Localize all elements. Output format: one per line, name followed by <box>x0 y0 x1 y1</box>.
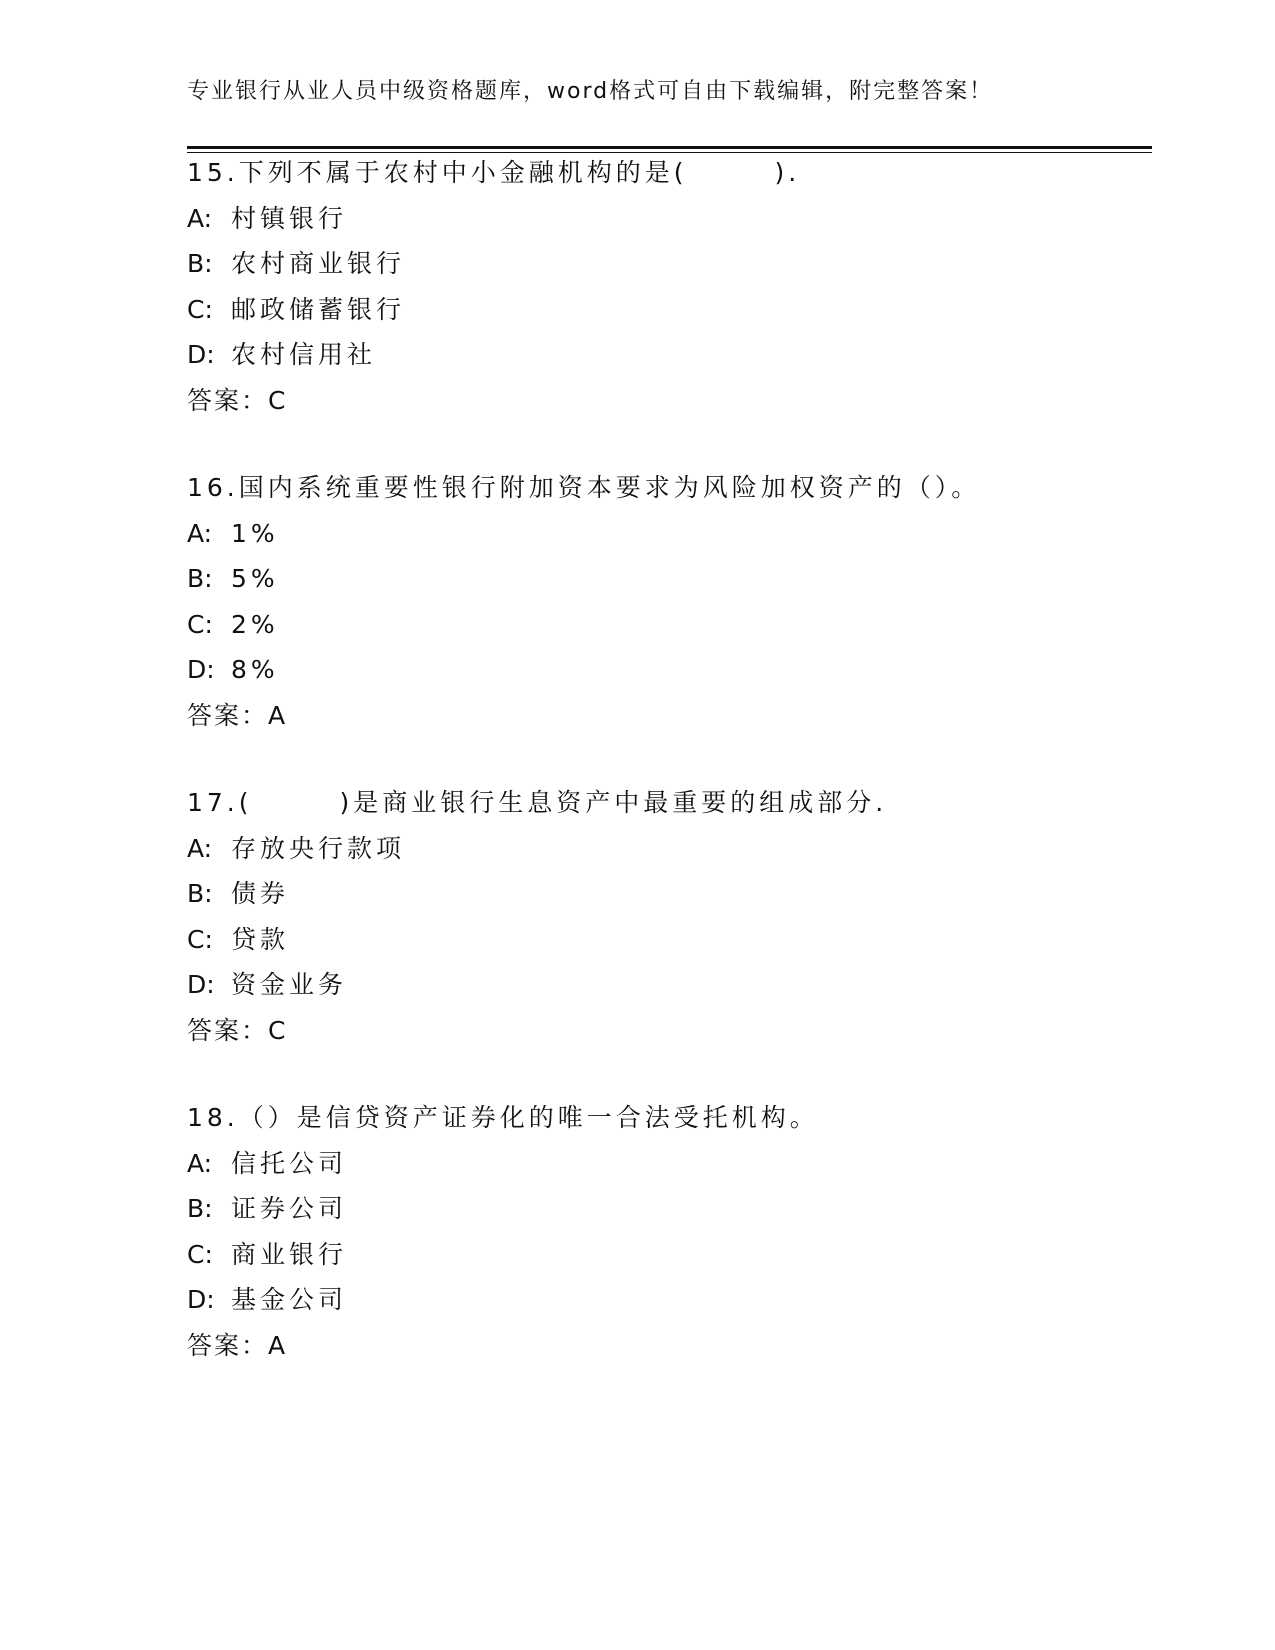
answer: 答案：A <box>187 1330 288 1360</box>
option-b <box>187 241 1147 287</box>
page-header: 专业银行从业人员中级资格题库，word格式可自由下载编辑，附完整答案！ <box>187 79 994 104</box>
option-text: 2% <box>231 609 279 639</box>
question-17 <box>187 780 1147 1053</box>
option-text: 村镇银行 <box>231 203 348 233</box>
question-18 <box>187 1095 1147 1368</box>
option-key: B: <box>187 879 213 908</box>
option-text: 邮政储蓄银行 <box>231 294 406 324</box>
option-key: C: <box>187 294 213 324</box>
option-a <box>187 511 1147 557</box>
option-key: D: <box>187 340 215 369</box>
option-text: 债券 <box>231 879 290 908</box>
option-key: B: <box>187 564 213 593</box>
option-d <box>187 1277 1147 1323</box>
answer: 答案：C <box>187 1015 288 1045</box>
option-text: 8% <box>231 655 279 684</box>
option-d <box>187 332 1147 378</box>
option-text: 农村商业银行 <box>231 249 406 278</box>
option-b <box>187 556 1147 602</box>
option-d <box>187 647 1147 693</box>
option-key: C: <box>187 924 213 954</box>
option-text: 证券公司 <box>231 1194 348 1223</box>
option-text: 5% <box>231 564 279 593</box>
option-text: 农村信用社 <box>231 340 377 369</box>
question-stem: 18.（）是信贷资产证券化的唯一合法受托机构。 <box>187 1103 819 1132</box>
option-text: 资金业务 <box>231 970 348 999</box>
option-key: B: <box>187 1194 213 1223</box>
option-key: A: <box>187 203 213 233</box>
option-key: D: <box>187 1285 215 1314</box>
option-key: A: <box>187 518 213 548</box>
option-a <box>187 1141 1147 1187</box>
option-b <box>187 871 1147 917</box>
question-stem: 15.下列不属于农村中小金融机构的是( ). <box>187 158 801 187</box>
question-stem: 17.( )是商业银行生息资产中最重要的组成部分. <box>187 788 888 817</box>
header-rule-thick <box>187 146 1152 149</box>
option-a <box>187 826 1147 872</box>
option-b <box>187 1186 1147 1232</box>
option-key: D: <box>187 655 215 684</box>
option-text: 贷款 <box>231 924 290 954</box>
option-key: D: <box>187 970 215 999</box>
option-c <box>187 917 1147 963</box>
option-key: B: <box>187 249 213 278</box>
option-key: A: <box>187 833 213 863</box>
option-key: A: <box>187 1148 213 1178</box>
option-text: 基金公司 <box>231 1285 348 1314</box>
option-a <box>187 196 1147 242</box>
answer: 答案：A <box>187 700 288 730</box>
option-key: C: <box>187 609 213 639</box>
option-c <box>187 1232 1147 1278</box>
question-stem: 16.国内系统重要性银行附加资本要求为风险加权资产的（）。 <box>187 473 981 502</box>
question-16 <box>187 465 1147 738</box>
question-15 <box>187 150 1147 423</box>
option-d <box>187 962 1147 1008</box>
option-text: 商业银行 <box>231 1239 348 1269</box>
option-c <box>187 287 1147 333</box>
option-key: C: <box>187 1239 213 1269</box>
answer: 答案：C <box>187 385 288 415</box>
option-text: 信托公司 <box>231 1148 348 1178</box>
option-c <box>187 602 1147 648</box>
option-text: 存放央行款项 <box>231 833 406 863</box>
option-text: 1% <box>231 518 279 548</box>
